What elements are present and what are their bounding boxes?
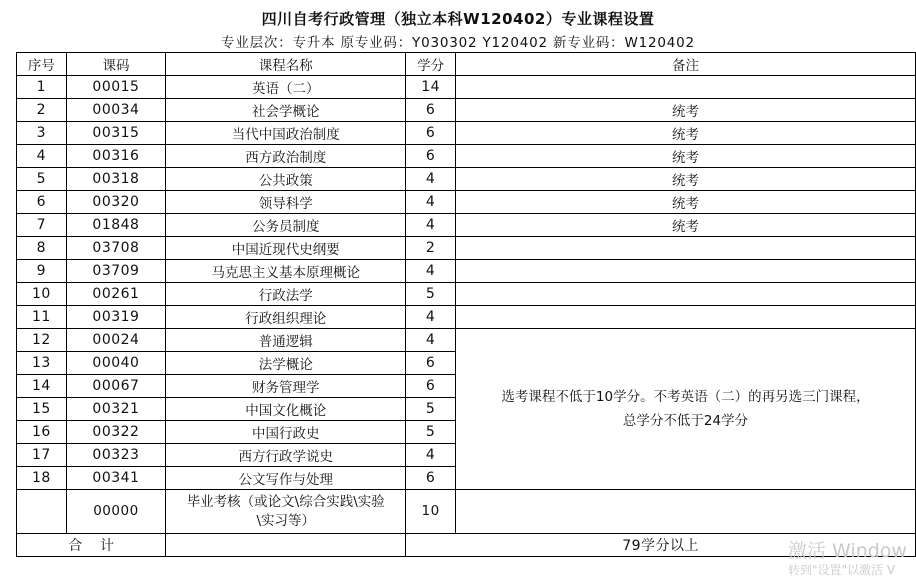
row-no: 12 (17, 329, 67, 352)
row-name: 领导科学 (166, 191, 406, 214)
row-code: 00320 (66, 191, 166, 214)
total-label: 合 计 (17, 534, 166, 557)
row-no: 18 (17, 467, 67, 490)
row-name: 财务管理学 (166, 375, 406, 398)
row-note (455, 283, 915, 306)
table-row (17, 76, 916, 99)
header-credits: 学分 (406, 53, 456, 76)
table-row (17, 168, 916, 191)
row-note: 统考 (455, 214, 915, 237)
row-note (455, 237, 915, 260)
row-no: 7 (17, 214, 67, 237)
thesis-name-line1: 毕业考核（或论文\综合实践\实验 (186, 493, 385, 510)
row-no: 2 (17, 99, 67, 122)
row-code: 00261 (66, 283, 166, 306)
page-subtitle: 专业层次：专升本 原专业码：Y030302 Y120402 新专业码：W120402 (221, 35, 695, 51)
header-no: 序号 (17, 53, 67, 76)
row-credits: 4 (406, 444, 456, 467)
row-code: 00034 (66, 99, 166, 122)
table-row (17, 306, 916, 329)
row-credits: 4 (406, 329, 456, 352)
row-name: 公共政策 (166, 168, 406, 191)
row-code: 00341 (66, 467, 166, 490)
row-credits: 6 (406, 375, 456, 398)
row-note: 统考 (455, 99, 915, 122)
table-row (17, 145, 916, 168)
header-note: 备注 (455, 53, 915, 76)
row-name: 西方政治制度 (166, 145, 406, 168)
row-note (455, 260, 915, 283)
row-no: 6 (17, 191, 67, 214)
row-name: 行政法学 (166, 283, 406, 306)
course-table (16, 52, 916, 557)
row-note: 统考 (455, 145, 915, 168)
row-no: 1 (17, 76, 67, 99)
row-note: 统考 (455, 168, 915, 191)
row-credits: 5 (406, 398, 456, 421)
row-name: 法学概论 (166, 352, 406, 375)
row-no: 4 (17, 145, 67, 168)
header-name: 课程名称 (166, 53, 406, 76)
row-code: 00067 (66, 375, 166, 398)
row-no: 11 (17, 306, 67, 329)
row-code: 01848 (66, 214, 166, 237)
row-no: 14 (17, 375, 67, 398)
row-name: 中国近现代史纲要 (166, 237, 406, 260)
total-empty (166, 534, 406, 557)
row-code: 00318 (66, 168, 166, 191)
activation-watermark-sub: 转到"设置"以激活 V (788, 563, 896, 577)
row-code: 03708 (66, 237, 166, 260)
row-code: 00015 (66, 76, 166, 99)
row-credits: 6 (406, 352, 456, 375)
thesis-note (455, 490, 915, 534)
row-name: 中国行政史 (166, 421, 406, 444)
row-no: 3 (17, 122, 67, 145)
total-row (17, 534, 916, 557)
thesis-name-line2: \实习等） (256, 512, 316, 529)
row-no: 8 (17, 237, 67, 260)
table-row (17, 191, 916, 214)
row-name: 公务员制度 (166, 214, 406, 237)
row-no: 9 (17, 260, 67, 283)
row-no: 15 (17, 398, 67, 421)
row-credits: 5 (406, 283, 456, 306)
page-title: 四川自考行政管理（独立本科W120402）专业课程设置 (261, 10, 655, 28)
table-row (17, 237, 916, 260)
row-credits: 5 (406, 421, 456, 444)
row-code: 00323 (66, 444, 166, 467)
table-row (17, 99, 916, 122)
row-credits: 4 (406, 214, 456, 237)
row-name: 普通逻辑 (166, 329, 406, 352)
row-name: 中国文化概论 (166, 398, 406, 421)
row-code: 00315 (66, 122, 166, 145)
row-name: 西方行政学说史 (166, 444, 406, 467)
row-code: 00322 (66, 421, 166, 444)
activation-watermark: 激活 Window (788, 540, 907, 562)
thesis-code: 00000 (66, 490, 166, 534)
row-no: 16 (17, 421, 67, 444)
elective-note (455, 329, 915, 490)
row-code: 00316 (66, 145, 166, 168)
row-note (455, 306, 915, 329)
elective-note-line2: 总学分不低于24学分 (622, 413, 749, 429)
table-row (17, 283, 916, 306)
row-credits: 4 (406, 191, 456, 214)
row-note: 统考 (455, 122, 915, 145)
header-row (17, 53, 916, 76)
row-credits: 2 (406, 237, 456, 260)
row-credits: 4 (406, 168, 456, 191)
row-no: 17 (17, 444, 67, 467)
row-name: 马克思主义基本原理概论 (166, 260, 406, 283)
row-credits: 6 (406, 99, 456, 122)
thesis-row (17, 490, 916, 534)
thesis-credits: 10 (406, 490, 456, 534)
row-credits: 4 (406, 306, 456, 329)
total-value: 79学分以上 (406, 534, 916, 557)
row-code: 00040 (66, 352, 166, 375)
row-code: 00024 (66, 329, 166, 352)
row-credits: 6 (406, 467, 456, 490)
row-note: 统考 (455, 191, 915, 214)
row-credits: 6 (406, 145, 456, 168)
header-code: 课码 (66, 53, 166, 76)
row-no: 5 (17, 168, 67, 191)
row-code: 00319 (66, 306, 166, 329)
row-name: 社会学概论 (166, 99, 406, 122)
thesis-no (17, 490, 67, 534)
row-code: 00321 (66, 398, 166, 421)
table-row (17, 214, 916, 237)
row-name: 当代中国政治制度 (166, 122, 406, 145)
row-name: 行政组织理论 (166, 306, 406, 329)
thesis-name (166, 490, 406, 534)
row-name: 公文写作与处理 (166, 467, 406, 490)
table-row (17, 260, 916, 283)
table-row (17, 122, 916, 145)
elective-note-line1: 选考课程不低于10学分。不考英语（二）的再另选三门课程， (501, 389, 870, 405)
row-name: 英语（二） (166, 76, 406, 99)
row-credits: 4 (406, 260, 456, 283)
row-credits: 14 (406, 76, 456, 99)
table-row (17, 329, 916, 352)
row-no: 10 (17, 283, 67, 306)
row-credits: 6 (406, 122, 456, 145)
row-no: 13 (17, 352, 67, 375)
row-code: 03709 (66, 260, 166, 283)
row-note (455, 76, 915, 99)
